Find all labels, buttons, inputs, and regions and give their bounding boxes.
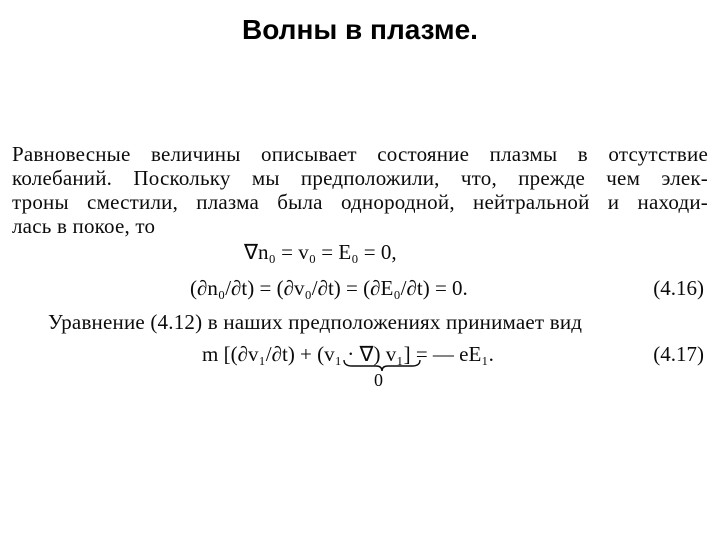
equation-number-4-17: (4.17) (653, 342, 704, 366)
underbrace-label: 0 (374, 370, 383, 390)
paragraph-1-line-3: троны сместили, плазма была однородной, нейтральной и находи- (12, 190, 708, 214)
slide-title: Волны в плазме. (242, 14, 478, 45)
equation-4-17: m [(∂v₁/∂t) + (v₁ · ∇) v₁] = — eE₁. (202, 342, 494, 366)
paragraph-1-line-2: колебаний. Поскольку мы предположили, что, прежде чем элек- (12, 166, 708, 190)
paragraph-1-line-4: лась в покое, то (12, 214, 156, 238)
equation-number-4-16: (4.16) (653, 276, 704, 300)
equation-4-16-row-1: ∇n₀ = v₀ = E₀ = 0, (244, 240, 397, 264)
paragraph-1-line-1: Равновесные величины описывает состояние плазмы в отсутствие (12, 142, 708, 166)
equation-4-16-row-2: (∂n₀/∂t) = (∂v₀/∂t) = (∂E₀/∂t) = 0. (190, 276, 468, 300)
paragraph-2-line-1: Уравнение (4.12) в наших предположениях принимает вид (48, 310, 583, 334)
